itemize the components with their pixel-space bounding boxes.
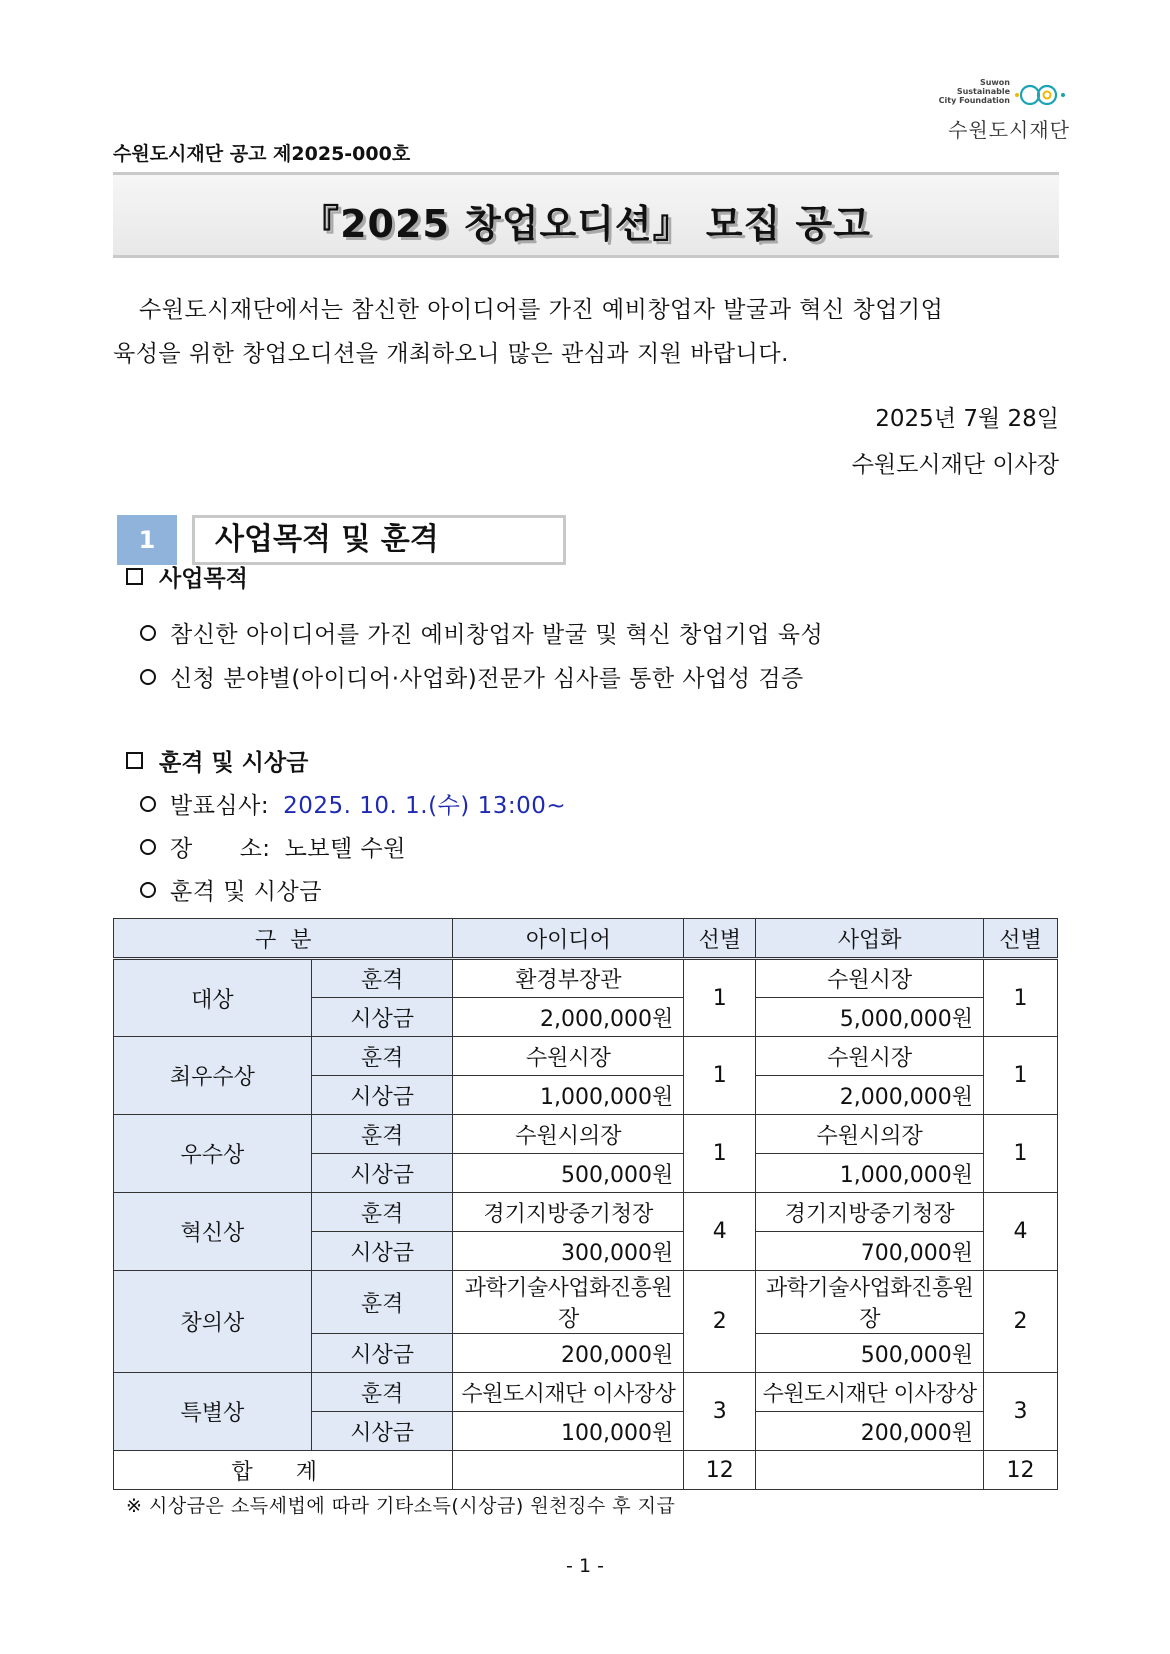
business-rank: 과학기술사업화진흥원장	[756, 1271, 984, 1334]
award-category: 최우수상	[114, 1037, 312, 1115]
intro-line-1: 수원도시재단에서는 참신한 아이디어를 가진 예비창업자 발굴과 혁신 창업기업	[139, 297, 944, 323]
rank-label: 훈격	[311, 959, 453, 998]
circle-bullet-icon	[140, 796, 156, 812]
total-business-count: 12	[984, 1451, 1058, 1490]
table-total-row	[114, 1451, 1058, 1490]
prize-label: 시상금	[311, 1076, 453, 1115]
logo-korean-text: 수원도시재단	[948, 118, 1070, 142]
idea-rank: 수원시장	[453, 1037, 684, 1076]
purpose-item-2	[140, 660, 804, 693]
header-idea: 아이디어	[453, 919, 684, 959]
idea-count: 4	[684, 1193, 756, 1271]
logo-en-line1: Suwon	[979, 78, 1010, 87]
business-count: 1	[984, 1037, 1058, 1115]
business-rank: 수원시의장	[756, 1115, 984, 1154]
square-bullet-icon	[126, 568, 143, 585]
total-label: 합 계	[114, 1451, 453, 1490]
total-business-blank	[756, 1451, 984, 1490]
header-category: 구 분	[114, 919, 453, 959]
award-category: 창의상	[114, 1271, 312, 1373]
logo-english-text	[939, 78, 1010, 105]
table-row	[114, 1271, 1058, 1334]
idea-rank: 과학기술사업화진흥원장	[453, 1271, 684, 1334]
table-row	[114, 1037, 1058, 1076]
idea-prize: 2,000,000원	[453, 998, 684, 1037]
idea-count: 2	[684, 1271, 756, 1373]
title-band	[113, 172, 1059, 258]
business-count: 1	[984, 1115, 1058, 1193]
business-rank: 수원시장	[756, 1037, 984, 1076]
award-category: 우수상	[114, 1115, 312, 1193]
page-title: 『2025 창업오디션』 모집 공고	[301, 202, 871, 246]
idea-count: 3	[684, 1373, 756, 1451]
idea-rank: 경기지방중기청장	[453, 1193, 684, 1232]
logo-en-line2: Sustainable	[956, 87, 1010, 96]
business-prize: 500,000원	[756, 1334, 984, 1373]
idea-rank: 환경부장관	[453, 959, 684, 998]
prize-label: 시상금	[311, 1154, 453, 1193]
presentation-datetime: 2025. 10. 1.(수) 13:00~	[283, 793, 567, 819]
award-category: 특별상	[114, 1373, 312, 1451]
purpose-heading-text: 사업목적	[159, 566, 248, 592]
idea-count: 1	[684, 959, 756, 1037]
circle-bullet-icon	[140, 882, 156, 898]
award-category: 혁신상	[114, 1193, 312, 1271]
rank-label: 훈격	[311, 1271, 453, 1334]
prize-label: 시상금	[311, 1334, 453, 1373]
venue-item	[140, 830, 406, 863]
business-prize: 1,000,000원	[756, 1154, 984, 1193]
notice-signer: 수원도시재단 이사장	[851, 452, 1059, 478]
business-prize: 200,000원	[756, 1412, 984, 1451]
purpose-heading	[126, 560, 248, 593]
idea-rank: 수원도시재단 이사장상	[453, 1373, 684, 1412]
circle-bullet-icon	[140, 839, 156, 855]
section-number-badge: 1	[117, 515, 177, 565]
rank-label: 훈격	[311, 1115, 453, 1154]
table-row	[114, 1115, 1058, 1154]
table-row	[114, 1373, 1058, 1412]
business-rank: 경기지방중기청장	[756, 1193, 984, 1232]
header-idea-count: 선별	[684, 919, 756, 959]
footnote: ※ 시상금은 소득세법에 따라 기타소득(시상금) 원천징수 후 지급	[126, 1495, 676, 1517]
total-idea-count: 12	[684, 1451, 756, 1490]
business-count: 4	[984, 1193, 1058, 1271]
venue-label: 장 소:	[170, 836, 271, 862]
idea-count: 1	[684, 1037, 756, 1115]
page-number: - 1 -	[566, 1555, 604, 1577]
business-prize: 700,000원	[756, 1232, 984, 1271]
prize-label: 시상금	[311, 998, 453, 1037]
intro-paragraph	[113, 288, 1059, 376]
circle-bullet-icon	[140, 625, 156, 641]
business-prize: 2,000,000원	[756, 1076, 984, 1115]
table-header-row	[114, 919, 1058, 959]
logo-en-line3: City Foundation	[938, 96, 1010, 105]
awards-table-caption-text: 훈격 및 시상금	[170, 879, 322, 905]
business-count: 2	[984, 1271, 1058, 1373]
rank-label: 훈격	[311, 1373, 453, 1412]
table-row	[114, 1193, 1058, 1232]
prize-label: 시상금	[311, 1412, 453, 1451]
presentation-item	[140, 787, 566, 820]
business-count: 1	[984, 959, 1058, 1037]
notice-number: 수원도시재단 공고 제2025-000호	[113, 143, 411, 165]
idea-rank: 수원시의장	[453, 1115, 684, 1154]
foundation-logo	[930, 78, 1070, 140]
intro-line-2: 육성을 위한 창업오디션을 개최하오니 많은 관심과 지원 바랍니다.	[113, 341, 789, 367]
business-rank: 수원시장	[756, 959, 984, 998]
notice-date: 2025년 7월 28일	[875, 406, 1059, 432]
purpose-item-text: 참신한 아이디어를 가진 예비창업자 발굴 및 혁신 창업기업 육성	[170, 622, 824, 648]
business-count: 3	[984, 1373, 1058, 1451]
circle-bullet-icon	[140, 669, 156, 685]
idea-prize: 500,000원	[453, 1154, 684, 1193]
section-title: 사업목적 및 훈격	[192, 515, 566, 565]
awards-heading-text: 훈격 및 시상금	[159, 750, 309, 776]
purpose-item-1	[140, 616, 823, 649]
rank-label: 훈격	[311, 1037, 453, 1076]
header-business-count: 선별	[984, 919, 1058, 959]
idea-prize: 300,000원	[453, 1232, 684, 1271]
award-category: 대상	[114, 959, 312, 1037]
idea-prize: 200,000원	[453, 1334, 684, 1373]
header-business: 사업화	[756, 919, 984, 959]
presentation-label: 발표심사:	[170, 793, 270, 819]
square-bullet-icon	[126, 752, 143, 769]
total-idea-blank	[453, 1451, 684, 1490]
rank-label: 훈격	[311, 1193, 453, 1232]
venue-value: 노보텔 수원	[284, 836, 406, 862]
logo-circles-icon	[1014, 82, 1070, 108]
awards-heading	[126, 744, 308, 777]
idea-count: 1	[684, 1115, 756, 1193]
table-row	[114, 959, 1058, 998]
business-rank: 수원도시재단 이사장상	[756, 1373, 984, 1412]
idea-prize: 1,000,000원	[453, 1076, 684, 1115]
business-prize: 5,000,000원	[756, 998, 984, 1037]
prize-label: 시상금	[311, 1232, 453, 1271]
idea-prize: 100,000원	[453, 1412, 684, 1451]
awards-table	[113, 918, 1058, 1490]
awards-table-caption	[140, 873, 322, 906]
purpose-item-text: 신청 분야별(아이디어·사업화)전문가 심사를 통한 사업성 검증	[170, 666, 804, 692]
